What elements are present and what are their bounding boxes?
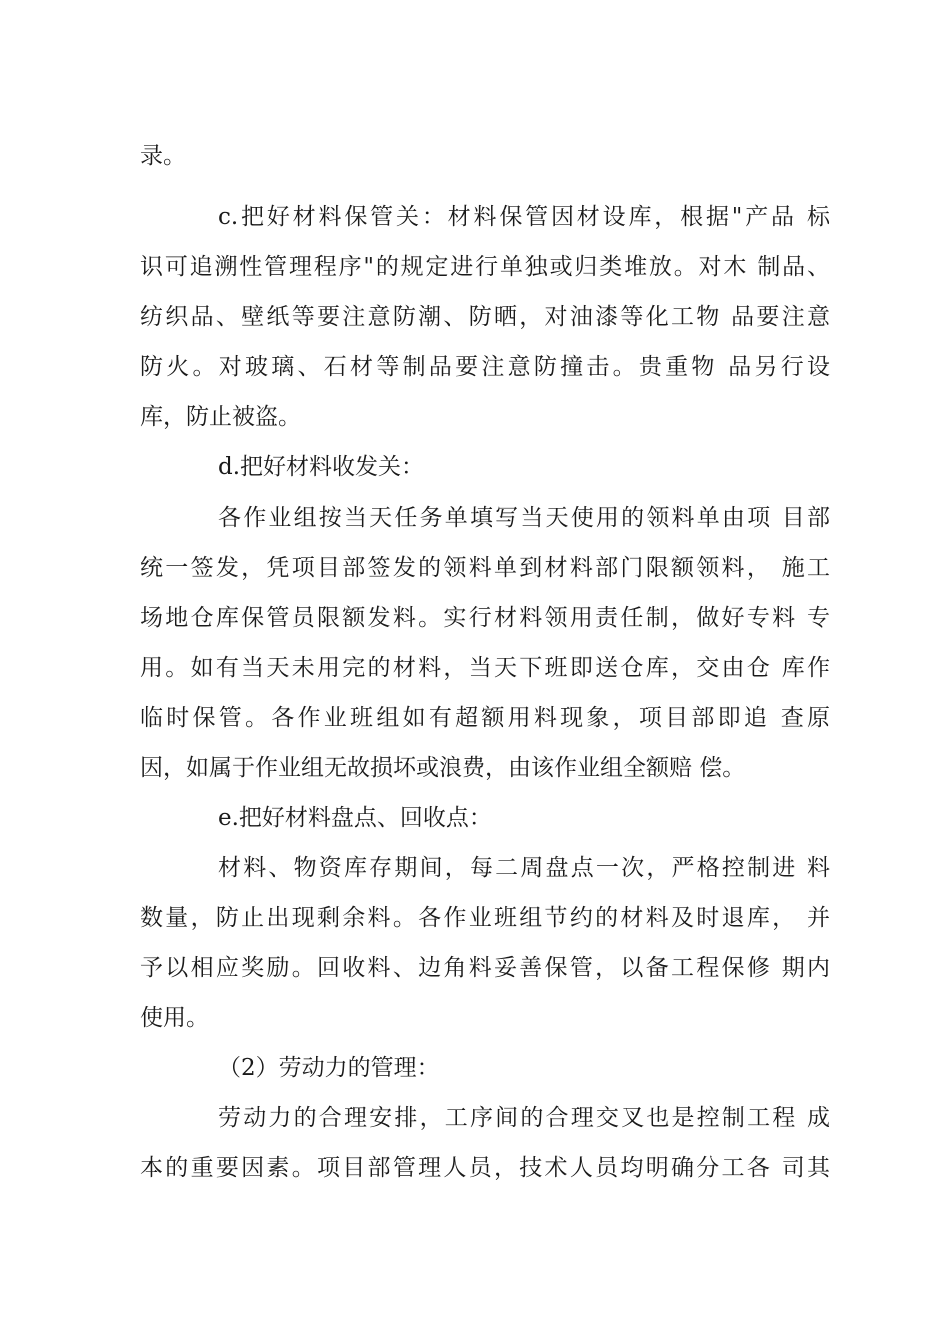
text-line-2: c.把好材料保管关：材料保管因材设库，根据"产品 标 xyxy=(218,204,830,230)
text-line-14: e.把好材料盘点、回收点： xyxy=(218,805,492,831)
text-line-9: 统一签发，凭项目部签发的领料单到材料部门限额领料， 施工 xyxy=(140,555,830,581)
text-line-1: 录。 xyxy=(140,143,186,169)
text-line-6: 库，防止被盗。 xyxy=(140,404,301,430)
text-line-20: 劳动力的合理安排，工序间的合理交叉也是控制工程 成 xyxy=(218,1105,830,1131)
text-line-15: 材料、物资库存期间，每二周盘点一次，严格控制进 料 xyxy=(218,855,830,881)
text-line-3: 识可追溯性管理程序"的规定进行单独或归类堆放。对木 制品、 xyxy=(140,254,830,280)
text-line-16: 数量，防止出现剩余料。各作业班组节约的材料及时退库， 并 xyxy=(140,905,830,931)
text-line-5: 防火。对玻璃、石材等制品要注意防撞击。贵重物 品另行设 xyxy=(140,354,830,380)
text-line-10: 场地仓库保管员限额发料。实行材料领用责任制，做好专料 专 xyxy=(140,605,830,631)
text-line-7: d.把好材料收发关： xyxy=(218,454,425,480)
text-line-18: 使用。 xyxy=(140,1005,209,1031)
text-line-12: 临时保管。各作业班组如有超额用料现象，项目部即追 查原 xyxy=(140,705,830,731)
text-line-4: 纺织品、壁纸等要注意防潮、防晒，对油漆等化工物 品要注意 xyxy=(140,304,830,330)
text-line-11: 用。如有当天未用完的材料，当天下班即送仓库，交由仓 库作 xyxy=(140,655,830,681)
section-heading-labor: （2）劳动力的管理： xyxy=(218,1055,440,1081)
text-line-13: 因，如属于作业组无故损坏或浪费，由该作业组全额赔 偿。 xyxy=(140,755,746,781)
text-line-8: 各作业组按当天任务单填写当天使用的领料单由项 目部 xyxy=(218,505,830,531)
text-line-17: 予以相应奖励。回收料、边角料妥善保管，以备工程保修 期内 xyxy=(140,955,830,981)
text-line-21: 本的重要因素。项目部管理人员，技术人员均明确分工各 司其 xyxy=(140,1155,830,1181)
